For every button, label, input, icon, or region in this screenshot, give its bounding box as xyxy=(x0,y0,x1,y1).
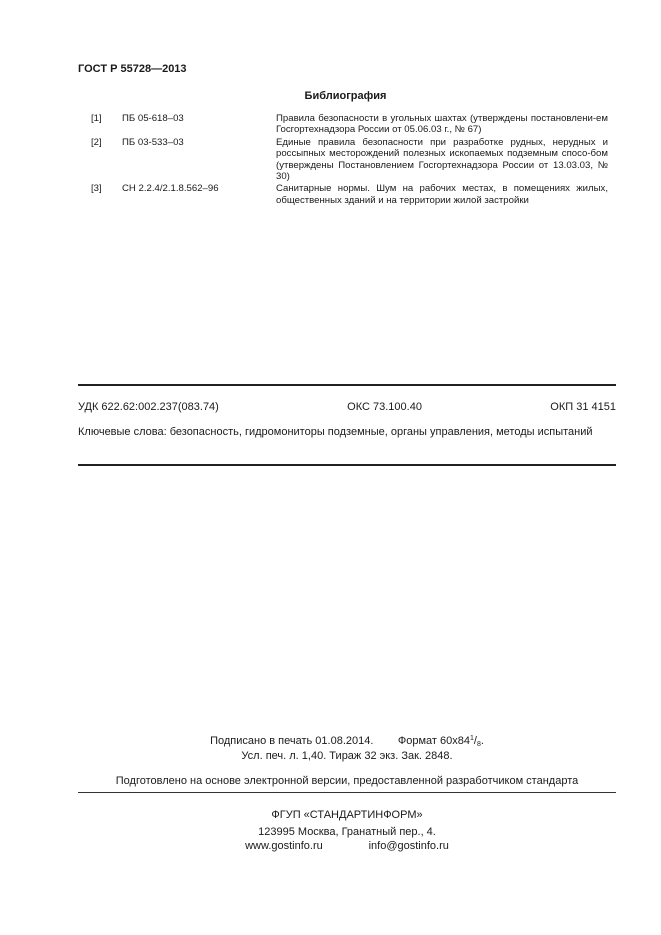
entry-description: Правила безопасности в угольных шахтах (утверждены постановлени-ем Госгортехнадзора России от 05.06.03 г., № 67) xyxy=(276,113,608,136)
standard-code-header: ГОСТ Р 55728—2013 xyxy=(78,63,187,75)
publisher-name: ФГУП «СТАНДАРТИНФОРМ» xyxy=(271,809,423,821)
bibliography-list xyxy=(78,113,608,207)
entry-number: [1] xyxy=(91,113,102,124)
bibliography-entry xyxy=(78,183,608,206)
website-link[interactable]: www.gostinfo.ru xyxy=(245,840,323,852)
keywords: Ключевые слова: безопасность, гидромониторы подземные, органы управления, методы испытаний xyxy=(78,426,593,438)
divider-imprint xyxy=(78,792,616,793)
entry-description: Единые правила безопасности при разработке рудных, нерудных и россыпных месторождений полезных ископаемых подземным спосо-бом (утверждены Постановлением Госгортехнадзора России от 13.03.03, № 30) xyxy=(276,136,608,183)
bibliography-entry xyxy=(78,137,608,183)
signed-date: Подписано в печать 01.08.2014. xyxy=(210,735,374,747)
paper-format-numerator: 1 xyxy=(469,735,474,742)
paper-format: Формат 60х84 xyxy=(397,735,470,747)
entry-code: ПБ 05-618–03 xyxy=(122,113,184,124)
prepared-note: Подготовлено на основе электронной версии, предоставленной разработчиком стандарта xyxy=(115,775,579,787)
entry-code: ПБ 03-533–03 xyxy=(122,136,184,148)
publisher-contacts xyxy=(78,840,616,852)
divider-top xyxy=(78,384,616,386)
udk-code: УДК 622.62:002.237(083.74) xyxy=(78,401,219,413)
imprint-line-1: Подписано в печать 01.08.2014. Формат $60х84^1/_8$. xyxy=(210,735,484,748)
imprint-line-2: Усл. печ. л. 1,40. Тираж 32 экз. Зак. 2848. xyxy=(241,750,453,762)
entry-number: [3] xyxy=(91,183,102,195)
classification-codes xyxy=(78,401,616,413)
entry-code: СН 2.2.4/2.1.8.562–96 xyxy=(122,183,219,195)
okp-code: ОКП 31 4151 xyxy=(550,401,616,413)
email-link[interactable]: info@gostinfo.ru xyxy=(368,840,449,852)
bibliography-title: Библиография xyxy=(304,90,387,102)
publisher-address: 123995 Москва, Гранатный пер., 4. xyxy=(258,826,436,838)
bibliography-entry xyxy=(78,113,608,136)
oks-code: ОКС 73.100.40 xyxy=(347,401,422,413)
entry-description: Санитарные нормы. Шум на рабочих местах, в помещениях жилых, общественных зданий и на территории жилой застройки xyxy=(276,183,608,206)
entry-number: [2] xyxy=(91,136,102,148)
paper-format-denominator: 8 xyxy=(476,741,481,748)
divider-bottom xyxy=(78,464,616,466)
